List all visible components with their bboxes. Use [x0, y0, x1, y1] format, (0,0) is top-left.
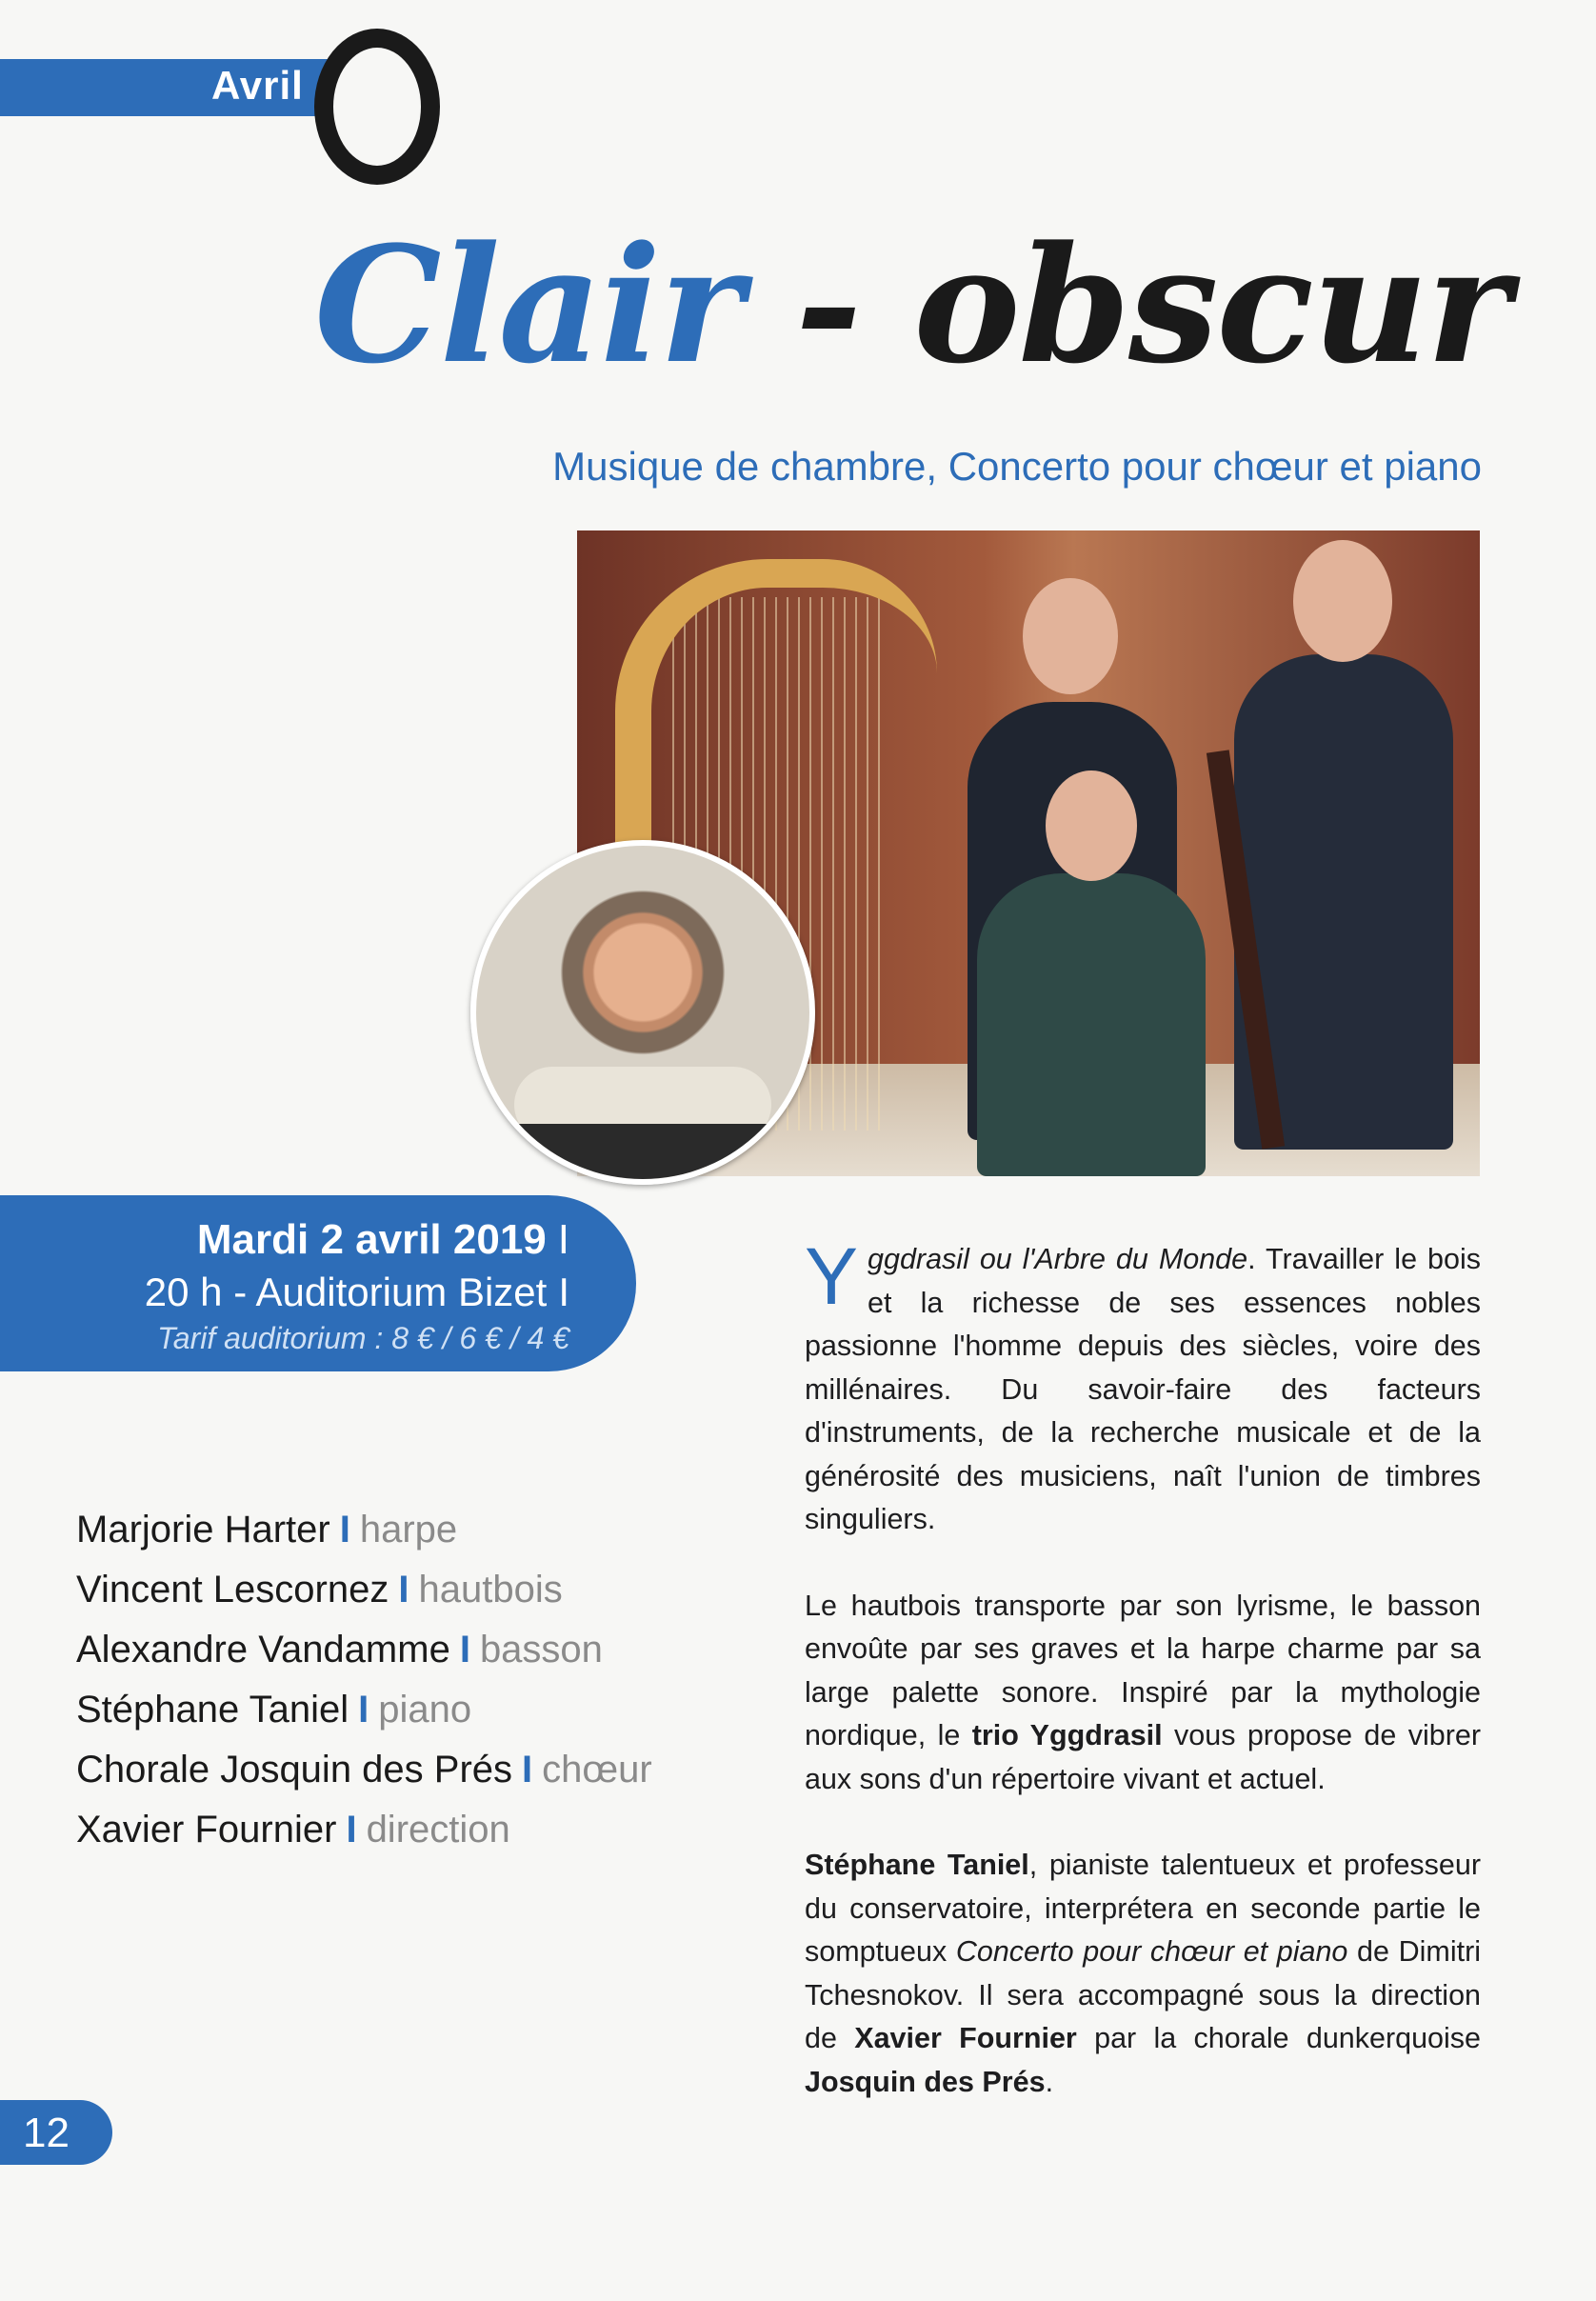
pianist-name: Stéphane Taniel: [805, 1849, 1029, 1881]
credits-list: [76, 1500, 652, 1860]
credit-name: Vincent Lescornez: [76, 1569, 389, 1611]
title-part-obscur: obscur: [913, 210, 1509, 399]
credit-item: [76, 1680, 652, 1740]
month-label: Avril: [211, 63, 304, 108]
body-text: [805, 1231, 1482, 2147]
intro-italic: ggdrasil ou l'Arbre du Monde: [868, 1243, 1248, 1275]
credit-role: hautbois: [418, 1569, 563, 1611]
credit-role: chœur: [542, 1749, 652, 1791]
concerto-title: Concerto pour chœur et piano: [955, 1935, 1348, 1968]
credit-role: harpe: [359, 1509, 458, 1551]
event-time-venue: 20 h - Auditorium Bizet: [144, 1270, 548, 1314]
event-info-pill: [0, 1195, 636, 1371]
intro-text: . Travailler le bois et la richesse de ses essences nobles passionne l'homme depuis des siècles, voire des millénaires. Du savoir-faire des facteurs d'instruments, de la recherche musicale et de la générosité des musiciens, naît l'union de timbres singuliers.: [805, 1243, 1481, 1535]
drop-cap: Y: [805, 1231, 859, 1321]
credit-separator: I: [459, 1629, 470, 1671]
concerto-text-4: .: [1045, 2065, 1054, 2098]
title-part-clair: Clair: [314, 210, 742, 399]
concerto-text-2: de Dimitri Tchesnokov. Il sera accompagné sous la direction de: [805, 1935, 1482, 2054]
venue-separator: I: [558, 1270, 569, 1314]
credit-item: [76, 1800, 652, 1860]
page-number-tab: [0, 2100, 112, 2165]
credit-separator: I: [339, 1509, 350, 1551]
credit-name: Alexandre Vandamme: [76, 1629, 450, 1671]
subtitle: Musique de chambre, Concerto pour chœur et piano: [552, 444, 1482, 489]
director-name: Xavier Fournier: [854, 2022, 1077, 2054]
concerto-text-1: , pianiste talentueux et professeur du conservatoire, interprétera en seconde partie le somptueux: [805, 1849, 1481, 1968]
credit-role: basson: [479, 1629, 603, 1671]
page-title: [314, 210, 1552, 400]
event-date-line: [197, 1216, 569, 1264]
credit-separator: I: [398, 1569, 409, 1611]
concerto-text-3: par la chorale dunkerquoise: [1076, 2022, 1481, 2054]
event-tarif: Tarif auditorium : 8 € / 6 € / 4 €: [157, 1321, 569, 1355]
credit-role: direction: [366, 1809, 510, 1851]
credit-item: [76, 1740, 652, 1800]
title-separator: -: [741, 210, 914, 399]
credit-item: [76, 1620, 652, 1680]
credit-item: [76, 1500, 652, 1560]
trio-text-b: vous propose de vibrer aux sons d'un répertoire vivant et actuel.: [805, 1719, 1482, 1795]
paragraph-intro: [805, 1231, 1481, 1542]
date-separator: I: [557, 1216, 569, 1263]
paragraph-trio: [805, 1585, 1481, 1802]
bassoonist-head: [1293, 540, 1392, 662]
portrait-piano: [476, 1124, 809, 1185]
credit-name: Xavier Fournier: [76, 1809, 337, 1851]
harpist-head: [1046, 770, 1137, 881]
credit-name: Marjorie Harter: [76, 1509, 330, 1551]
paragraph-concerto: [805, 1844, 1481, 2104]
choir-name: Josquin des Prés: [805, 2065, 1046, 2098]
credit-name: Stéphane Taniel: [76, 1689, 349, 1731]
credit-separator: I: [358, 1689, 369, 1731]
credit-item: [76, 1560, 652, 1620]
month-ring-decoration: [314, 29, 440, 185]
credit-separator: I: [522, 1749, 533, 1791]
harpist-figure: [977, 873, 1206, 1176]
trio-name: trio Yggdrasil: [971, 1719, 1163, 1751]
credit-name: Chorale Josquin des Prés: [76, 1749, 513, 1791]
oboist-head: [1023, 578, 1118, 694]
event-date: Mardi 2 avril 2019: [196, 1216, 547, 1263]
pianist-portrait: [470, 840, 815, 1185]
trio-text-a: Le hautbois transporte par son lyrisme, le basson envoûte par ses graves et la harpe charme par sa large palette sonore. Inspiré par la mythologie nordique, le: [805, 1589, 1481, 1751]
page-number: 12: [23, 2110, 70, 2156]
credit-role: piano: [378, 1689, 472, 1731]
credit-separator: I: [346, 1809, 357, 1851]
event-time-venue-line: [145, 1270, 569, 1315]
